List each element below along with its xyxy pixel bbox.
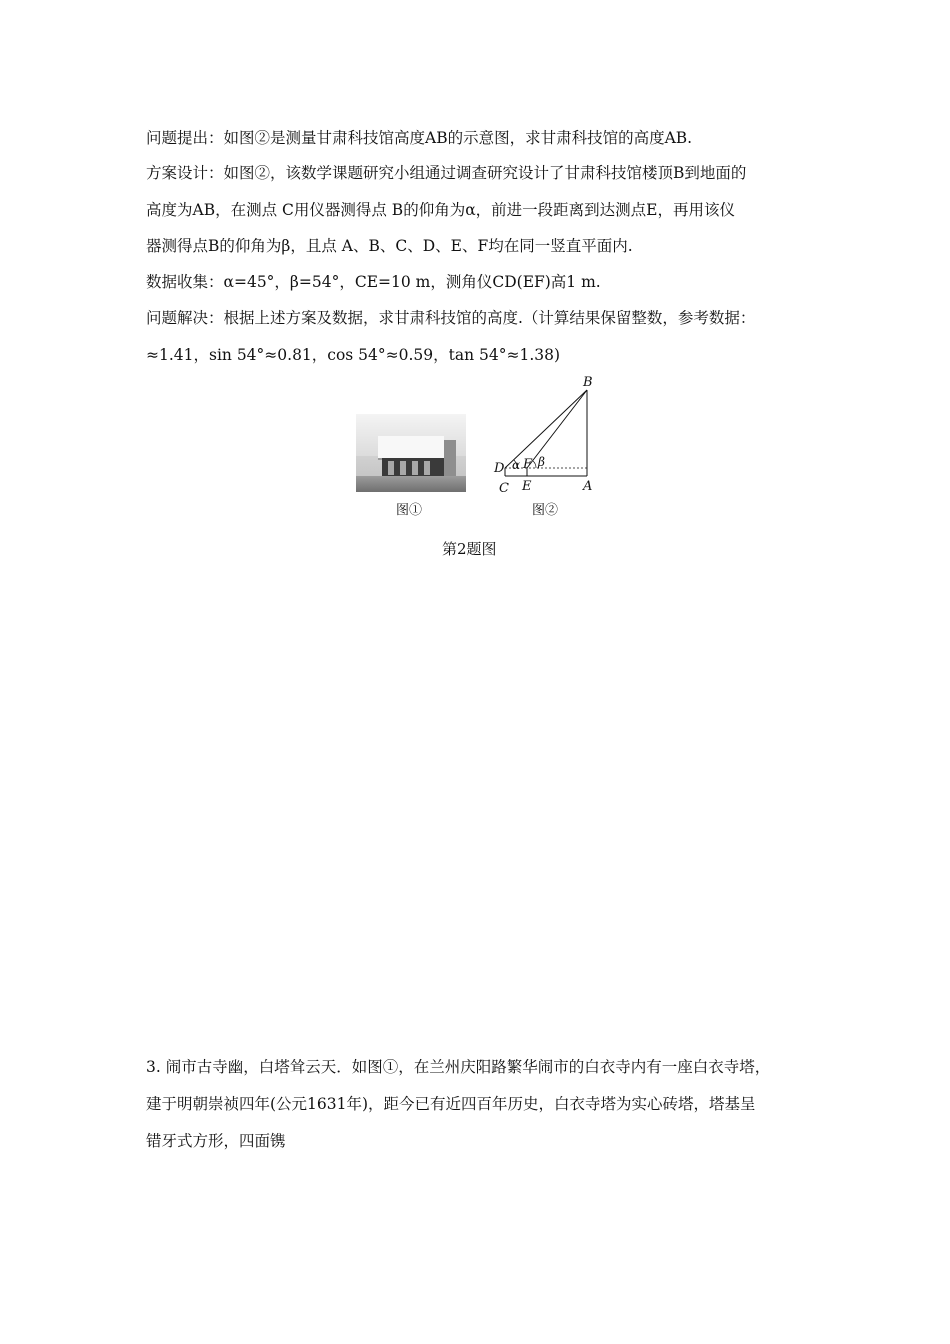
problem2-solve-line-1: 问题解决：根据上述方案及数据，求甘肃科技馆的高度.（计算结果保留整数，参考数据： <box>146 309 756 327</box>
problem2-data-line: 数据收集：α=45°，β=54°，CE=10 m，测角仪CD(EF)高1 m. <box>146 273 601 291</box>
label-f: F <box>523 457 533 472</box>
problem3-line-3: 错牙式方形，四面镌 <box>146 1132 286 1150</box>
measurement-diagram <box>490 370 610 500</box>
label-e: E <box>522 479 532 494</box>
figure-2-caption: 图② <box>532 503 559 518</box>
label-b: B <box>583 375 593 390</box>
problem3-line-1: 3. 闹市古寺幽，白塔耸云天．如图①，在兰州庆阳路繁华闹市的白衣寺内有一座白衣寺塔， <box>146 1058 771 1076</box>
label-d: D <box>494 461 505 476</box>
sight-line-db <box>505 390 587 468</box>
problem2-solve-line-2: ≈1.41，sin 54°≈0.81，cos 54°≈0.59，tan 54°≈1.38) <box>146 346 561 364</box>
figure-title: 第2题图 <box>442 540 497 558</box>
problem2-question-line: 问题提出：如图②是测量甘肃科技馆高度AB的示意图，求甘肃科技馆的高度AB. <box>146 129 693 147</box>
label-c: C <box>499 481 509 496</box>
label-beta: β <box>538 455 545 469</box>
problem2-design-line-1: 方案设计：如图②，该数学课题研究小组通过调查研究设计了甘肃科技馆楼顶B到地面的 <box>146 164 747 182</box>
label-alpha: α <box>512 458 521 472</box>
science-museum-photo <box>356 414 466 492</box>
beta-arc <box>533 461 536 468</box>
problem3-line-2: 建于明朝崇祯四年(公元1631年)，距今已有近四百年历史，白衣寺塔为实心砖塔，塔基呈 <box>146 1095 756 1113</box>
problem2-design-line-3: 器测得点B的仰角为β，且点 A、B、C、D、E、F均在同一竖直平面内. <box>146 237 633 255</box>
figure-1-caption: 图① <box>396 503 423 518</box>
label-a: A <box>583 479 593 494</box>
sight-line-fb <box>527 390 587 468</box>
problem2-design-line-2: 高度为AB，在测点 C用仪器测得点 B的仰角为α，前进一段距离到达测点E，再用该仪 <box>146 201 735 219</box>
